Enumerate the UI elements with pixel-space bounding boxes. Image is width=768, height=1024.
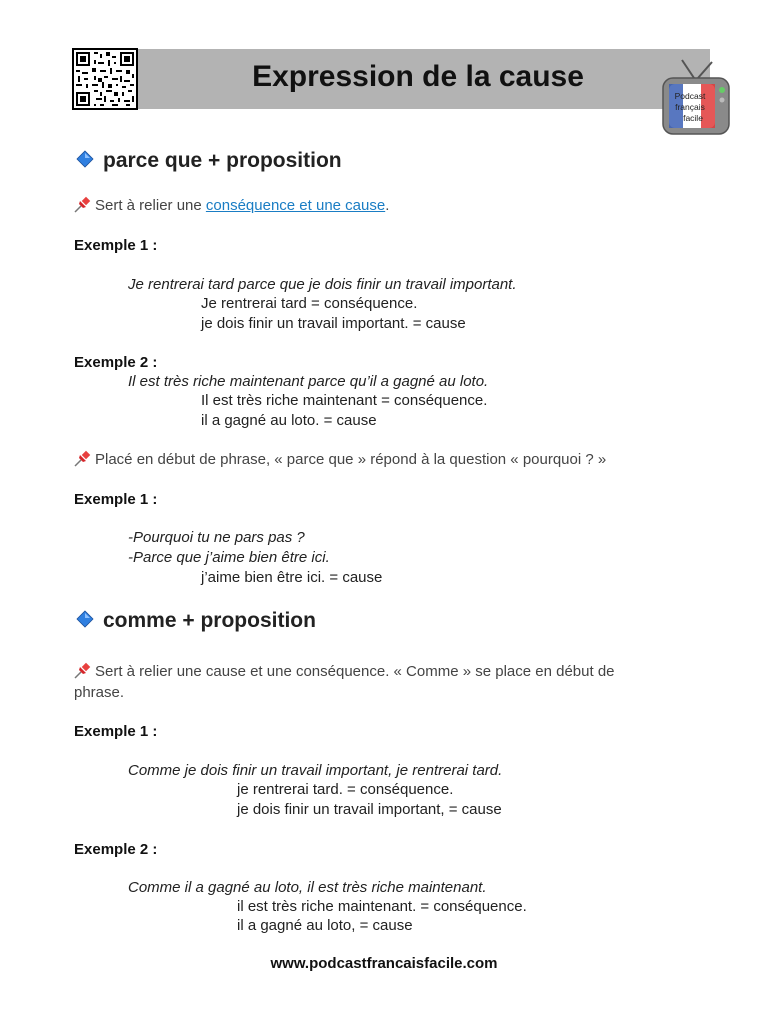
footer-url[interactable]: www.podcastfrancaisfacile.com	[270, 955, 498, 972]
example-consequence: Il est très riche maintenant = conséquence.	[201, 392, 488, 409]
rule-comme-line2: phrase.	[74, 684, 125, 701]
example-consequence: je rentrerai tard. = conséquence.	[237, 781, 454, 798]
example-consequence: Je rentrerai tard = conséquence.	[201, 295, 418, 312]
example-cause: j’aime bien être ici. = cause	[201, 569, 383, 586]
example-sentence: Comme je dois finir un travail important, je rentrerai tard.	[128, 762, 503, 779]
logo-text-line2: français	[675, 102, 705, 112]
example-cause: il a gagné au loto, = cause	[237, 917, 413, 934]
rule-parce-que-1	[95, 197, 389, 214]
rule-comme-line1: Sert à relier une cause et une conséquence. « Comme » se place en début de	[95, 663, 615, 680]
example-question: -Pourquoi tu ne pars pas ?	[128, 529, 305, 546]
rule-text-after: .	[385, 197, 390, 214]
rule-text-before: Sert à relier une	[95, 197, 206, 214]
diamond-bullet-icon	[76, 610, 94, 628]
qr-code	[72, 48, 138, 110]
example-consequence: il est très riche maintenant. = conséquence.	[237, 898, 527, 915]
example-answer: -Parce que j’aime bien être ici.	[128, 549, 330, 566]
pushpin-icon	[73, 662, 91, 680]
example-cause: je dois finir un travail important, = cause	[237, 801, 502, 818]
logo-text-line1: Podcast	[674, 91, 706, 101]
podcast-tv-logo	[660, 56, 732, 138]
diamond-bullet-icon	[76, 150, 94, 168]
example-label: Exemple 2 :	[74, 841, 158, 858]
section-heading-comme: comme + proposition	[103, 609, 316, 632]
example-sentence: Comme il a gagné au loto, il est très riche maintenant.	[128, 879, 487, 896]
logo-text-line3: facile	[683, 113, 703, 123]
example-label: Exemple 2 :	[74, 354, 158, 371]
example-sentence: Il est très riche maintenant parce qu’il a gagné au loto.	[128, 373, 489, 390]
pushpin-icon	[73, 196, 91, 214]
example-label: Exemple 1 :	[74, 237, 158, 254]
pushpin-icon	[73, 450, 91, 468]
example-cause: je dois finir un travail important. = cause	[201, 315, 466, 332]
rule-link[interactable]: conséquence et une cause	[205, 197, 386, 214]
page-title: Expression de la cause	[252, 60, 584, 93]
example-sentence: Je rentrerai tard parce que je dois finir un travail important.	[128, 276, 517, 293]
example-cause: il a gagné au loto. = cause	[201, 412, 377, 429]
example-label: Exemple 1 :	[74, 491, 158, 508]
section-heading-parce-que: parce que + proposition	[103, 149, 342, 172]
example-label: Exemple 1 :	[74, 723, 158, 740]
rule-parce-que-2: Placé en début de phrase, « parce que » répond à la question « pourquoi ? »	[95, 451, 607, 468]
